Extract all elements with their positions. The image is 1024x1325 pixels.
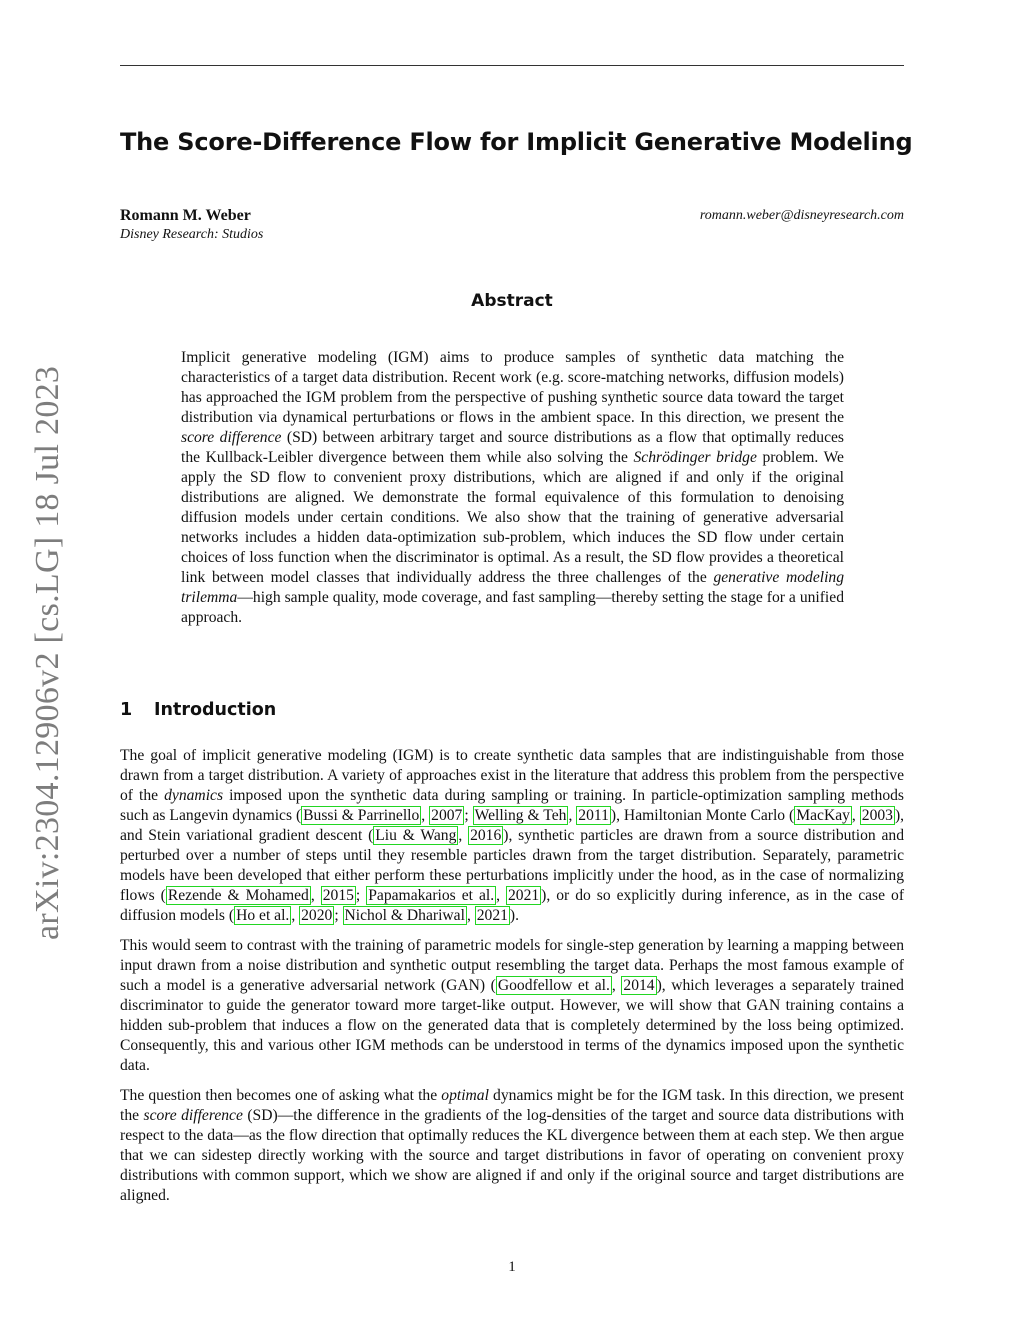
citation-link[interactable]: 2003 — [861, 807, 893, 824]
citation-link[interactable]: Ho et al. — [236, 907, 290, 924]
citation-link[interactable]: Welling & Teh — [474, 807, 567, 824]
citation-link[interactable]: MacKay — [796, 807, 850, 824]
author-name: Romann M. Weber — [120, 207, 251, 224]
section-heading-introduction: 1 Introduction — [120, 700, 277, 720]
intro-paragraph-2: This would seem to contrast with the training of parametric models for single-step generation by learning a mapping between input drawn from a noise distribution and synthetic output resembling the target data. Perhaps the most famous example of such a model is a generative adversarial network (GAN) ( Goodfellow et al. , 2014 ), which leverages a separately trained discriminator to guide the generator toward more target-like output. However, we will show that GAN training contains a hidden sub-problem that induces a flow on the generated data that is completely determined by the loss being optimized. Consequently, this and various other IGM methods can be understood in terms of the dynamics imposed upon the synthetic data. — [120, 937, 904, 1074]
citation-link[interactable]: 2011 — [578, 807, 609, 824]
introduction-body — [120, 746, 904, 1216]
page-number: 1 — [508, 1259, 516, 1275]
header-rule — [120, 65, 904, 66]
author-email[interactable]: romann.weber@disneyresearch.com — [699, 208, 904, 223]
citation-link[interactable]: Goodfellow et al. — [497, 977, 610, 994]
intro-paragraph-3: The question then becomes one of asking what the optimal dynamics might be for the IGM task. In this direction, we present the score difference (SD)—the difference in the gradients of the log-densities of the target and source data distributions with respect to the data—as the flow direction that optimally reduces the KL divergence between them at each step. We then argue that we can sidestep directly working with the source and target distributions in favor of operating on convenient proxy distributions with common support, which we show are aligned if and only if the original source and target distributions are aligned. — [120, 1087, 905, 1204]
intro-paragraph-1: The goal of implicit generative modeling (IGM) is to create synthetic data samples that are indistinguishable from those drawn from a target distribution. A variety of approaches exist in the literature that address this problem from the perspective of the dynamics imposed upon the synthetic data during sampling or training. In particle-optimization sampling methods such as Langevin dynamics ( Bussi & Parrinello , 2007 ; Welling & Teh , 2011 ), Hamiltonian Monte Carlo ( MacKay , 2003 ), and Stein variational gradient descent ( Liu & Wang , 2016 ), synthetic particles are drawn from a source distribution and perturbed over a number of steps until they resemble particles drawn from the target distribution. Separately, parametric models have been developed that either perform these perturbations implicitly under the hood, as in the case of normalizing flows ( Rezende & Mohamed , 2015 ; Papamakarios et al. , 2021 ), or do so explicitly during inference, as in the case of diffusion models ( Ho et al. , 2020 ; Nichol & Dhariwal , 2021 ). — [120, 747, 905, 924]
paper-title: The Score-Difference Flow for Implicit Generative Modeling — [120, 128, 913, 156]
citation-link[interactable]: 2016 — [470, 827, 502, 844]
citation-link[interactable]: Liu & Wang — [375, 827, 457, 844]
abstract-heading: Abstract — [471, 291, 553, 311]
citation-link[interactable]: Rezende & Mohamed — [167, 887, 309, 904]
citation-link[interactable]: 2015 — [322, 887, 354, 904]
citation-link[interactable]: Nichol & Dhariwal — [344, 907, 465, 924]
citation-link[interactable]: 2021 — [476, 907, 508, 924]
citation-link[interactable]: 2021 — [507, 887, 540, 904]
citation-link[interactable]: Papamakarios et al. — [368, 887, 495, 904]
arxiv-identifier: arXiv:2304.12906v2 [cs.LG] 18 Jul 2023 — [29, 365, 66, 940]
citation-link[interactable]: Bussi & Parrinello — [303, 807, 420, 824]
author-affiliation: Disney Research: Studios — [120, 227, 264, 242]
abstract-text: Implicit generative modeling (IGM) aims to produce samples of synthetic data matching the characteristics of a target data distribution. Recent work (e.g. score-matching networks, diffusion models) has approached the IGM problem from the perspective of pushing synthetic source data toward the target distribution via dynamical perturbations or flows in the ambient space. In this direction, we present the score difference (SD) between arbitrary target and source distributions as a flow that optimally reduces the Kullback-Leibler divergence between them while also solving the Schrödinger bridge problem. We apply the SD flow to convenient proxy distributions, which are aligned if and only if the original distributions are aligned. We demonstrate the formal equivalence of this formulation to denoising diffusion models under certain conditions. We also show that the training of generative adversarial networks includes a hidden data-optimization sub-problem, which induces the SD flow under certain choices of loss function when the discriminator is optimal. As a result, the SD flow provides a theoretical link between model classes that individually address the three challenges of the generative modeling trilemma—high sample quality, mode coverage, and fast sampling—thereby setting the stage for a unified approach. — [181, 349, 844, 626]
citation-link[interactable]: 2007 — [431, 807, 463, 824]
citation-link[interactable]: 2014 — [623, 977, 655, 994]
citation-link[interactable]: 2020 — [301, 907, 333, 924]
